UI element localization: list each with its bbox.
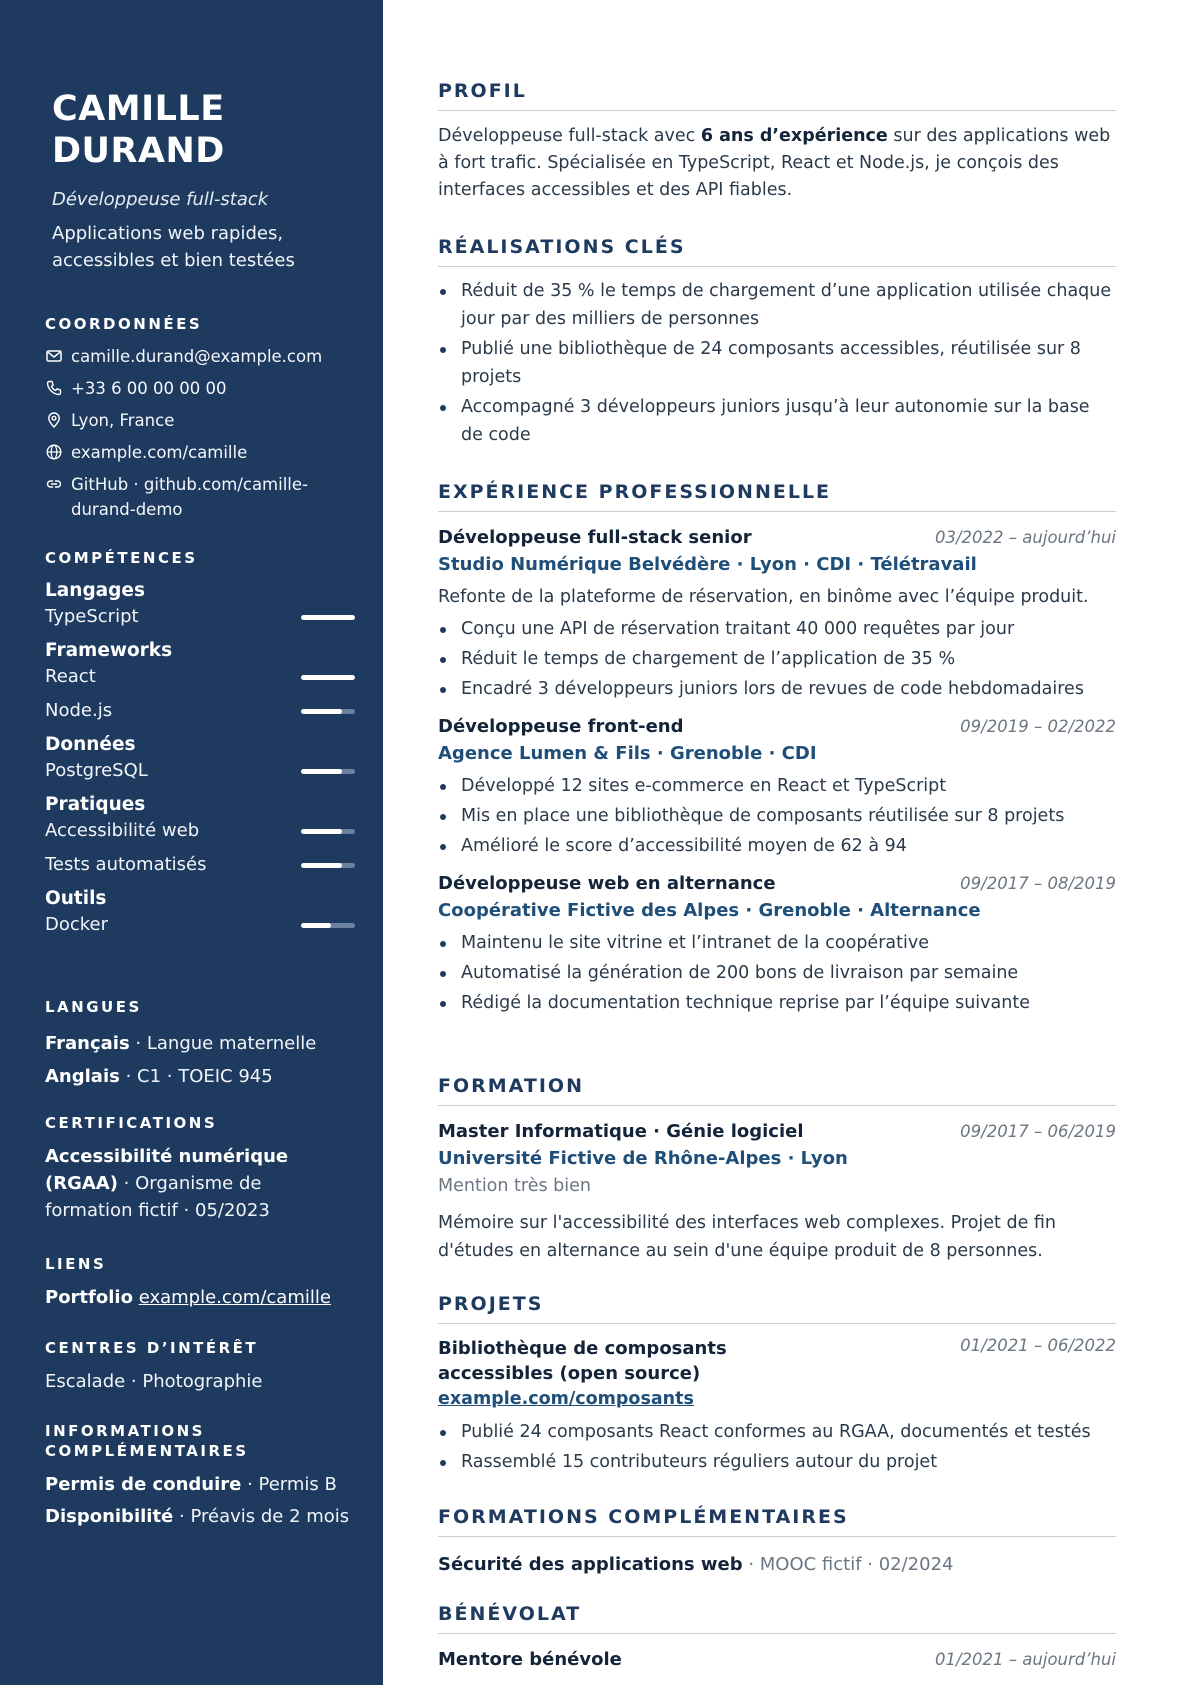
skill-group-title: Pratiques	[45, 794, 146, 815]
extra-info-label: Disponibilité	[45, 1506, 174, 1527]
languages-heading: LANGUES	[45, 998, 142, 1016]
phone-icon	[45, 379, 63, 397]
list-item: Rédigé la documentation technique reprise par l’équipe suivante	[438, 989, 1116, 1017]
list-item: Amélioré le score d’accessibilité moyen de 62 à 94	[438, 832, 1116, 860]
language-item	[45, 1027, 355, 1060]
job-org: Agence Lumen & Fils · Grenoble · CDI	[438, 743, 817, 764]
volunteer-date: 01/2021 – aujourd’hui	[935, 1650, 1116, 1669]
skill-group-title: Données	[45, 734, 136, 755]
language-name: Français	[45, 1033, 130, 1054]
job-title: Développeuse full-stack senior	[438, 527, 752, 548]
main-content	[383, 0, 1191, 1685]
job-date: 09/2017 – 08/2019	[960, 874, 1116, 893]
link-icon	[45, 475, 63, 493]
contact-location	[45, 408, 355, 433]
project-name	[438, 1336, 727, 1386]
job-bullets	[438, 615, 1116, 703]
experience-section	[438, 479, 1116, 1019]
skill-level-bar	[301, 769, 355, 774]
contact-email-text: camille.durand@example.com	[71, 347, 323, 366]
list-item: Automatisé la génération de 200 bons de livraison par semaine	[438, 959, 1116, 987]
volunteer-title: BÉNÉVOLAT	[438, 1601, 1116, 1634]
skill-row	[45, 664, 355, 690]
list-item: Encadré 3 développeurs juniors lors de revues de code hebdomadaires	[438, 675, 1116, 703]
skill-row	[45, 604, 355, 630]
achievements-title: RÉALISATIONS CLÉS	[438, 234, 1116, 267]
mail-icon	[45, 347, 63, 365]
language-name: Anglais	[45, 1066, 120, 1087]
name-first: CAMILLE	[52, 89, 225, 129]
extra-info-item	[45, 1501, 355, 1533]
skill-level-bar	[301, 863, 355, 868]
projects-title: PROJETS	[438, 1291, 1116, 1324]
skill-label: Node.js	[45, 700, 113, 721]
skill-level-fill	[301, 675, 355, 680]
skill-level-fill	[301, 615, 355, 620]
list-item: Conçu une API de réservation traitant 40 000 requêtes par jour	[438, 615, 1116, 643]
interests-text: Escalade · Photographie	[45, 1371, 263, 1392]
list-item: Développé 12 sites e-commerce en React et TypeScript	[438, 772, 1116, 800]
list-item: Maintenu le site vitrine et l’intranet de la coopérative	[438, 929, 1116, 957]
job-bullets	[438, 772, 1116, 860]
map-pin-icon	[45, 411, 63, 429]
extra-training-title: FORMATIONS COMPLÉMENTAIRES	[438, 1504, 1116, 1537]
experience-title: EXPÉRIENCE PROFESSIONNELLE	[438, 479, 1116, 512]
volunteer-role: Mentore bénévole	[438, 1649, 622, 1670]
project-name-line2: accessibles (open source)	[438, 1363, 701, 1384]
job-title: Développeuse front-end	[438, 716, 684, 737]
job-description: Refonte de la plateforme de réservation, en binôme avec l’équipe produit.	[438, 587, 1089, 607]
education-description: Mémoire sur l'accessibilité des interfaces web complexes. Projet de fin d'études en alternance au sein d'une équipe produit de 8 personnes.	[438, 1213, 1057, 1261]
project-date: 01/2021 – 06/2022	[960, 1336, 1116, 1355]
contact-github-text: GitHub · github.com/camille-durand-demo	[71, 475, 308, 519]
degree-mention: Mention très bien	[438, 1176, 591, 1196]
certification-title: Accessibilité numérique (RGAA)	[45, 1146, 289, 1194]
degree-title: Master Informatique · Génie logiciel	[438, 1121, 804, 1142]
profile-text	[438, 123, 1116, 204]
skill-row	[45, 852, 355, 878]
list-item: Publié une bibliothèque de 24 composants accessibles, réutilisée sur 8 projets	[438, 335, 1116, 391]
list-item: Accompagné 3 développeurs juniors jusqu’à leur autonomie sur la base de code	[438, 393, 1116, 449]
extra-training-item	[438, 1551, 1116, 1579]
extra-info-section	[45, 1421, 355, 1533]
skill-level-bar	[301, 923, 355, 928]
skill-level-bar	[301, 709, 355, 714]
education-title: FORMATION	[438, 1073, 1116, 1106]
skill-level-fill	[301, 923, 331, 928]
links-heading: LIENS	[45, 1255, 107, 1273]
extra-info-item	[45, 1469, 355, 1501]
project-bullets	[438, 1418, 1116, 1476]
job-date: 03/2022 – aujourd’hui	[935, 528, 1116, 547]
job-org: Coopérative Fictive des Alpes · Grenoble · Alternance	[438, 900, 981, 921]
skills-list	[45, 578, 355, 938]
language-item	[45, 1060, 355, 1093]
skill-group-title: Frameworks	[45, 640, 173, 661]
project-name-line1: Bibliothèque de composants	[438, 1338, 727, 1359]
project-link[interactable]: example.com/composants	[438, 1389, 694, 1409]
skill-level-fill	[301, 769, 342, 774]
education-entry	[438, 1118, 1116, 1265]
skill-level-bar	[301, 829, 355, 834]
extra-info-heading-line2: COMPLÉMENTAIRES	[45, 1442, 249, 1460]
extra-info-detail: · Préavis de 2 mois	[173, 1506, 350, 1527]
portfolio-label: Portfolio	[45, 1287, 133, 1308]
contact-website[interactable]	[45, 440, 355, 465]
education-section	[438, 1073, 1116, 1265]
job-date: 09/2019 – 02/2022	[960, 717, 1116, 736]
certifications-section	[45, 1113, 345, 1224]
interests-heading: CENTRES D’INTÉRÊT	[45, 1339, 259, 1357]
portfolio-link[interactable]: example.com/camille	[138, 1287, 331, 1308]
skill-label: PostgreSQL	[45, 760, 148, 781]
globe-icon	[45, 443, 63, 461]
skill-level-fill	[301, 709, 342, 714]
volunteer-section	[438, 1601, 1116, 1673]
candidate-name	[52, 88, 225, 172]
contact-github[interactable]	[45, 472, 355, 522]
skill-level-fill	[301, 863, 342, 868]
list-item: Réduit le temps de chargement de l’application de 35 %	[438, 645, 1116, 673]
extra-info-label: Permis de conduire	[45, 1474, 242, 1495]
extra-info-detail: · Permis B	[241, 1474, 337, 1495]
skill-group-title: Langages	[45, 580, 145, 601]
links-section	[45, 1254, 355, 1311]
project-entry	[438, 1336, 1116, 1476]
skill-label: Docker	[45, 914, 109, 935]
extra-training-section	[438, 1504, 1116, 1579]
volunteer-entry	[438, 1646, 1116, 1673]
list-item: Réduit de 35 % le temps de chargement d’une application utilisée chaque jour par des milliers de personnes	[438, 277, 1116, 333]
skill-level-fill	[301, 829, 342, 834]
certifications-heading: CERTIFICATIONS	[45, 1114, 218, 1132]
skill-label: React	[45, 666, 96, 687]
extra-info-heading	[45, 1421, 355, 1461]
portfolio-link-row	[45, 1284, 355, 1311]
skill-label: TypeScript	[45, 606, 139, 627]
profile-title: PROFIL	[438, 78, 1116, 111]
skill-row	[45, 758, 355, 784]
achievements-list	[438, 277, 1116, 449]
candidate-tagline: Applications web rapides, accessibles et bien testées	[52, 223, 295, 271]
skill-label: Tests automatisés	[45, 854, 207, 875]
interests-section	[45, 1338, 355, 1395]
profile-section	[438, 78, 1116, 204]
skill-label: Accessibilité web	[45, 820, 200, 841]
skills-heading: COMPÉTENCES	[45, 549, 198, 567]
language-detail: · C1 · TOEIC 945	[119, 1066, 273, 1087]
job-entry	[438, 870, 1116, 1017]
name-last: DURAND	[52, 131, 225, 171]
job-entry	[438, 524, 1116, 703]
skill-level-bar	[301, 615, 355, 620]
contact-email[interactable]	[45, 344, 355, 369]
school-name: Université Fictive de Rhône-Alpes · Lyon	[438, 1148, 848, 1169]
contact-phone-text: +33 6 00 00 00 00	[71, 379, 227, 398]
languages-section	[45, 997, 355, 1093]
achievements-section	[438, 234, 1116, 451]
list-item: Publié 24 composants React conformes au RGAA, documentés et testés	[438, 1418, 1116, 1446]
skill-row	[45, 818, 355, 844]
skill-row	[45, 698, 355, 724]
extra-info-heading-line1: INFORMATIONS	[45, 1422, 205, 1440]
contact-section	[45, 314, 355, 529]
profile-text-bold: 6 ans d’expérience	[700, 126, 888, 146]
skills-section	[45, 548, 355, 946]
contact-phone[interactable]	[45, 376, 355, 401]
candidate-role: Développeuse full-stack	[52, 189, 269, 210]
job-title: Développeuse web en alternance	[438, 873, 776, 894]
education-date: 09/2017 – 06/2019	[960, 1122, 1116, 1141]
job-bullets	[438, 929, 1116, 1017]
skill-group-title: Outils	[45, 888, 107, 909]
skill-level-bar	[301, 675, 355, 680]
language-detail: · Langue maternelle	[129, 1033, 317, 1054]
profile-text-pre: Développeuse full-stack avec	[438, 126, 701, 146]
contact-heading: COORDONNÉES	[45, 315, 203, 333]
certification-item	[45, 1143, 345, 1224]
job-org: Studio Numérique Belvédère · Lyon · CDI · Télétravail	[438, 554, 977, 575]
extra-training-detail: · MOOC fictif · 02/2024	[742, 1554, 954, 1575]
contact-location-text: Lyon, France	[71, 411, 175, 430]
contact-website-text: example.com/camille	[71, 443, 248, 462]
list-item: Rassemblé 15 contributeurs réguliers autour du projet	[438, 1448, 1116, 1476]
extra-training-name: Sécurité des applications web	[438, 1554, 743, 1575]
job-entry	[438, 713, 1116, 860]
profile-text-post: sur des applications web à fort trafic. Spécialisée en TypeScript, React et Node.js, je conçois des interfaces accessibles et des API fiables.	[438, 126, 1111, 200]
projects-section	[438, 1291, 1116, 1478]
list-item: Mis en place une bibliothèque de composants réutilisée sur 8 projets	[438, 802, 1116, 830]
certification-detail: · Organisme de formation fictif · 05/2023	[45, 1173, 270, 1221]
sidebar	[0, 0, 383, 1685]
skill-row	[45, 912, 355, 938]
